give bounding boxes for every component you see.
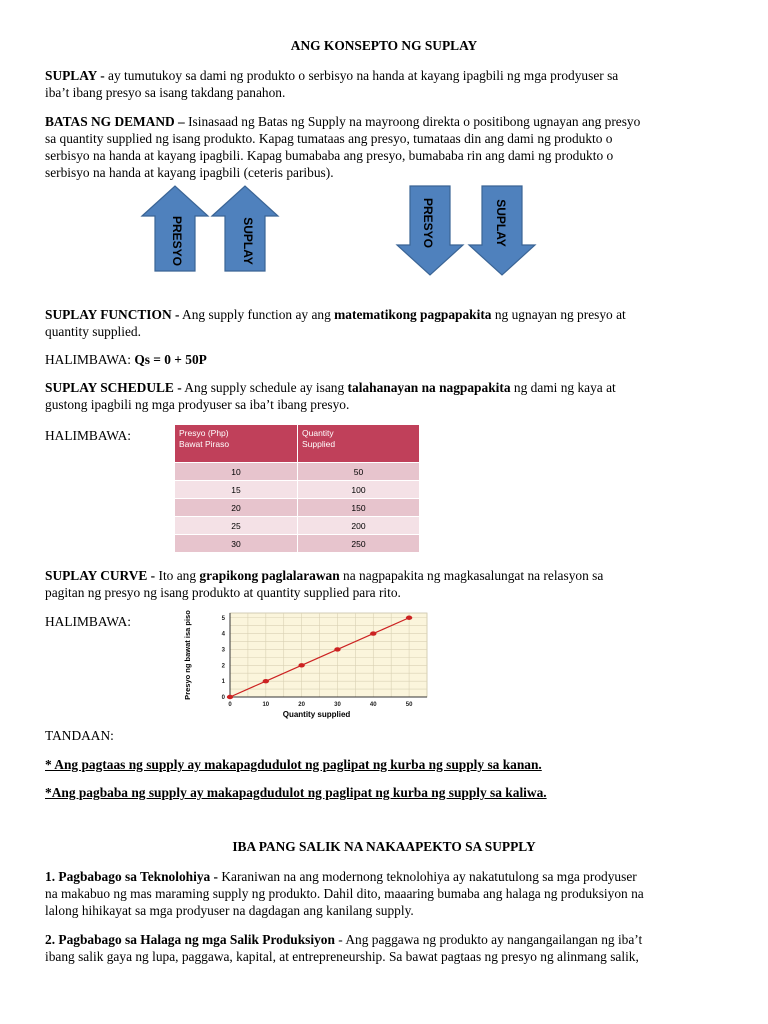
item1-line1: Karaniwan na ang modernong teknolohiya ay nakatutulong sa mga prodyuser bbox=[218, 869, 637, 884]
table-row bbox=[175, 517, 419, 535]
suplay-def-line2: iba’t ibang presyo sa isang takdang panahon. bbox=[45, 85, 286, 100]
arrows-diagram bbox=[135, 183, 545, 278]
y-tick-label: 5 bbox=[221, 615, 225, 622]
data-point bbox=[263, 679, 269, 683]
curve-line2: pagitan ng presyo ng isang produkto at quantity supplied para rito. bbox=[45, 585, 401, 600]
data-point bbox=[227, 695, 233, 699]
function-example-label: HALIMBAWA: bbox=[45, 352, 135, 367]
function-formula: Qs = 0 + 50P bbox=[134, 352, 207, 367]
supply-schedule-table bbox=[175, 425, 419, 552]
suplay-definition bbox=[45, 67, 618, 84]
batas-line1: Isinasaad ng Batas ng Supply na mayroong direkta o positibong ugnayan ang presyo bbox=[184, 114, 641, 129]
suplay-term: SUPLAY - bbox=[45, 68, 105, 83]
tandaan-note-2: *Ang pagbaba ng supply ay makapagdudulot ng paglipat ng kurba ng supply sa kaliwa. bbox=[45, 785, 547, 800]
table-row bbox=[175, 499, 419, 517]
table-header-presyo: Presyo (Php) Bawat Piraso bbox=[175, 425, 298, 463]
item1-term: 1. Pagbabago sa Teknolohiya - bbox=[45, 869, 219, 884]
up-arrow-presyo bbox=[142, 186, 208, 271]
x-tick-label: 20 bbox=[298, 702, 305, 708]
function-text-a: Ang supply function ay ang bbox=[179, 307, 335, 322]
item2-line1: - Ang paggawa ng produkto ay nangangailangan ng iba’t bbox=[334, 932, 643, 947]
schedule-text-b: ng dami ng kaya at bbox=[510, 380, 616, 395]
schedule-term: SUPLAY SCHEDULE - bbox=[45, 380, 182, 395]
tandaan-note-1: * Ang pagtaas ng supply ay makapagdudulot ng paglipat ng kurba ng supply sa kanan. bbox=[45, 757, 542, 772]
function-example bbox=[45, 351, 207, 368]
down-arrow-suplay-label: SUPLAY bbox=[494, 199, 508, 247]
schedule-line2: gustong ipagbili ng mga prodyuser sa iba’t ibang presyo. bbox=[45, 397, 350, 412]
table-row bbox=[175, 535, 419, 553]
function-text-b: ng ugnayan ng presyo at bbox=[491, 307, 626, 322]
item1-paragraph bbox=[45, 868, 637, 885]
table-cell: 25 bbox=[175, 517, 298, 535]
up-arrow-suplay bbox=[212, 186, 278, 271]
x-tick-label: 30 bbox=[334, 702, 341, 708]
function-paragraph bbox=[45, 306, 626, 323]
table-header-row bbox=[175, 425, 419, 463]
function-line2: quantity supplied. bbox=[45, 324, 141, 339]
batas-paragraph bbox=[45, 113, 640, 130]
schedule-bold: talahanayan na nagpapakita bbox=[347, 380, 511, 395]
down-arrow-presyo-label: PRESYO bbox=[421, 197, 435, 249]
table-cell: 15 bbox=[175, 481, 298, 499]
curve-text-b: na nagpapakita ng magkasalungat na relasyon sa bbox=[339, 568, 604, 583]
table-cell: 150 bbox=[298, 499, 420, 517]
chart-xlabel: Quantity supplied bbox=[282, 710, 351, 719]
x-tick-label: 50 bbox=[405, 702, 413, 708]
curve-term: SUPLAY CURVE - bbox=[45, 568, 156, 583]
data-point bbox=[370, 631, 376, 635]
schedule-example-label: HALIMBAWA: bbox=[45, 428, 131, 443]
suplay-def-line1: ay tumutukoy sa dami ng produkto o serbisyo na handa at kayang ipagbili ng mga prodyuser sa bbox=[104, 68, 619, 83]
table-cell: 250 bbox=[298, 535, 420, 553]
up-arrow-suplay-label: SUPLAY bbox=[241, 217, 255, 265]
batas-line2: sa quantity supplied ng isang produkto. Kapag tumataas ang presyo, tumataas din ang dami ng produkto o bbox=[45, 131, 613, 146]
down-arrow-presyo bbox=[397, 186, 463, 275]
table-row bbox=[175, 481, 419, 499]
tandaan-label: TANDAAN: bbox=[45, 728, 114, 743]
function-bold: matematikong pagpapakita bbox=[334, 307, 492, 322]
item1-line3: lalong hihikayat sa mga prodyuser na dagdagan ang kanilang supply. bbox=[45, 903, 414, 918]
table-header-quantity: Quantity Supplied bbox=[298, 425, 420, 463]
curve-bold: grapikong paglalarawan bbox=[199, 568, 340, 583]
table-cell: 20 bbox=[175, 499, 298, 517]
section-heading: IBA PANG SALIK NA NAKAAPEKTO SA SUPPLY bbox=[232, 839, 536, 854]
function-term: SUPLAY FUNCTION - bbox=[45, 307, 180, 322]
x-tick-label: 10 bbox=[262, 702, 270, 708]
chart-ylabel: Presyo ng bawat isa piso bbox=[183, 610, 192, 700]
item2-line2: ibang salik gaya ng lupa, paggawa, kapital, at entrepreneurship. Sa bawat pagtaas ng presyo ng alinmang salik, bbox=[45, 949, 639, 964]
schedule-text-a: Ang supply schedule ay isang bbox=[181, 380, 348, 395]
data-point bbox=[298, 663, 304, 667]
table-cell: 50 bbox=[298, 463, 420, 481]
y-tick-label: 0 bbox=[221, 695, 225, 701]
item2-paragraph bbox=[45, 931, 642, 948]
table-row bbox=[175, 463, 419, 481]
data-point bbox=[334, 647, 340, 651]
curve-example-label: HALIMBAWA: bbox=[45, 614, 131, 629]
x-tick-label: 0 bbox=[228, 702, 232, 708]
table-cell: 10 bbox=[175, 463, 298, 481]
batas-line3: serbisyo na handa at kayang ipagbili. Kapag bumababa ang presyo, bumababa rin ang dami ng produkto o bbox=[45, 148, 614, 163]
batas-line4: serbisyo na handa at kayang ipagbili (ceteris paribus). bbox=[45, 165, 334, 180]
table-cell: 200 bbox=[298, 517, 420, 535]
table-cell: 100 bbox=[298, 481, 420, 499]
item1-line2: na makabuo ng mas maraming supply ng produkto. Dahil dito, maaaring bumaba ang halaga ng produksiyon na bbox=[45, 886, 644, 901]
batas-term: BATAS NG DEMAND – bbox=[45, 114, 185, 129]
supply-curve-chart bbox=[175, 605, 435, 720]
x-tick-label: 40 bbox=[369, 702, 377, 708]
table-cell: 30 bbox=[175, 535, 298, 553]
item2-term: 2. Pagbabago sa Halaga ng mga Salik Produksiyon bbox=[45, 932, 335, 947]
y-tick-label: 1 bbox=[221, 679, 225, 686]
data-point bbox=[406, 616, 412, 620]
schedule-paragraph bbox=[45, 379, 616, 396]
y-tick-label: 3 bbox=[221, 647, 225, 654]
down-arrow-suplay bbox=[469, 186, 535, 275]
y-tick-label: 2 bbox=[221, 663, 225, 670]
y-tick-label: 4 bbox=[221, 631, 225, 638]
curve-text-a: Ito ang bbox=[155, 568, 200, 583]
page-title: ANG KONSEPTO NG SUPLAY bbox=[290, 38, 478, 53]
up-arrow-presyo-label: PRESYO bbox=[170, 215, 184, 267]
curve-paragraph bbox=[45, 567, 603, 584]
